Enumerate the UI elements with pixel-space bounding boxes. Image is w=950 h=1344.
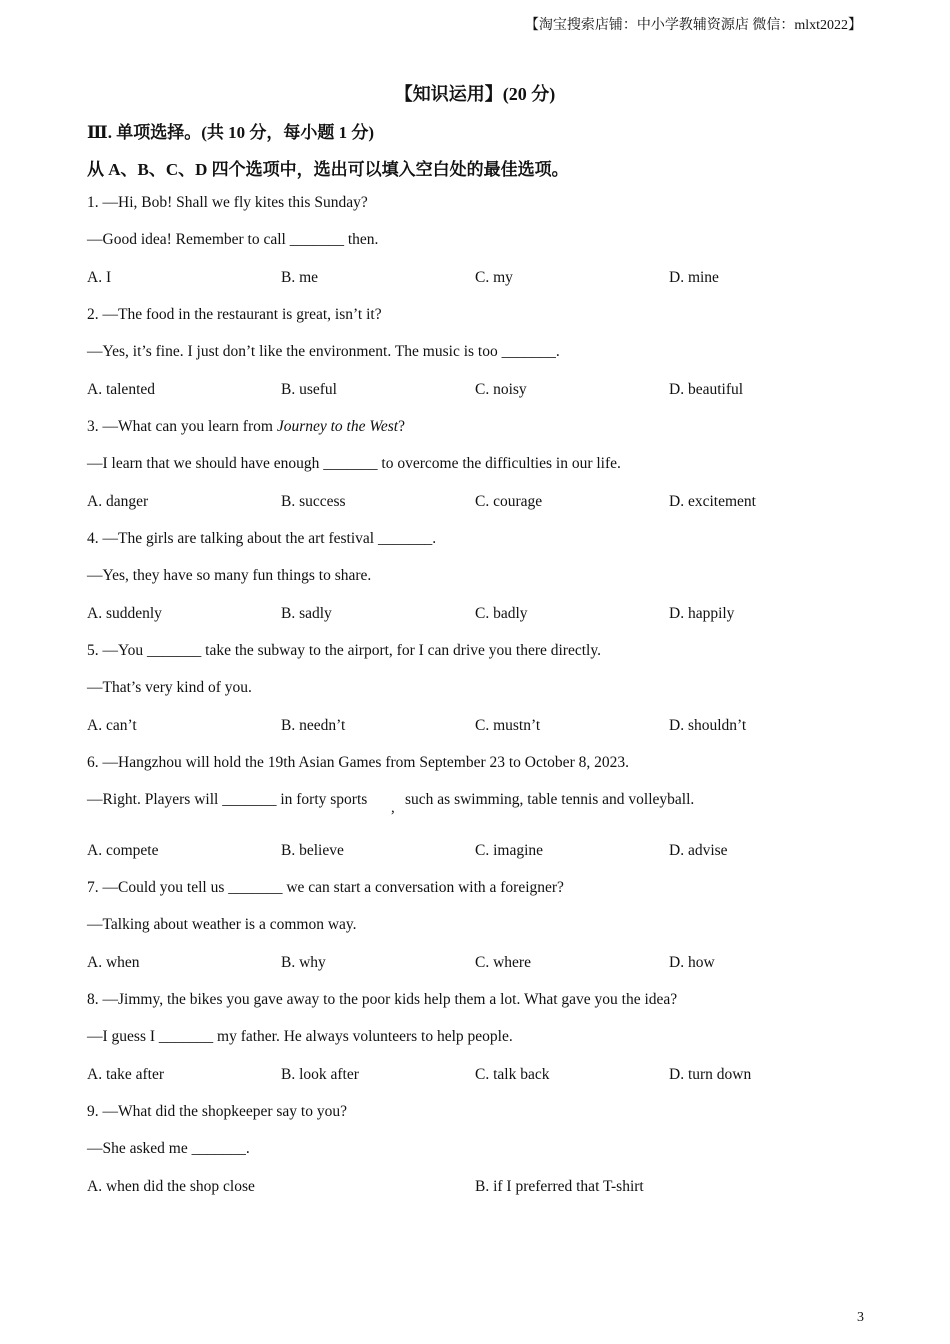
answer-1: —Good idea! Remember to call _______ then. <box>87 231 379 248</box>
stray-comma: , <box>391 800 395 816</box>
answer-7: —Talking about weather is a common way. <box>87 916 357 933</box>
question-2: 2. —The food in the restaurant is great, isn’t it? <box>87 306 382 323</box>
page-number: 3 <box>857 1310 864 1325</box>
option-3d: D. excitement <box>669 493 756 510</box>
option-8c: C. talk back <box>475 1066 550 1083</box>
option-4d: D. happily <box>669 605 735 622</box>
part-title: 【知识运用】(20 分) <box>394 84 556 104</box>
option-3a: A. danger <box>87 493 149 510</box>
page-header: 【淘宝搜索店铺：中小学教辅资源店 微信：mlxt2022】 <box>524 18 862 33</box>
option-3b: B. success <box>281 493 346 510</box>
option-7d: D. how <box>669 954 715 971</box>
option-4c: C. badly <box>475 605 528 622</box>
option-6a: A. compete <box>87 842 159 859</box>
option-9a: A. when did the shop close <box>87 1178 255 1195</box>
option-4a: A. suddenly <box>87 605 162 622</box>
answer-4: —Yes, they have so many fun things to share. <box>87 567 372 584</box>
option-8a: A. take after <box>87 1066 165 1083</box>
option-3c: C. courage <box>475 493 543 510</box>
answer-6-start: —Right. Players will _______ in forty sports <box>87 791 368 808</box>
question-4: 4. —The girls are talking about the art festival _______. <box>87 530 437 547</box>
question-3-text: 3. —What can you learn from <box>87 418 277 435</box>
answer-9: —She asked me _______. <box>87 1140 250 1157</box>
option-5d: D. shouldn’t <box>669 717 747 734</box>
option-8d: D. turn down <box>669 1066 752 1083</box>
answer-5: —That’s very kind of you. <box>87 679 252 696</box>
question-8: 8. —Jimmy, the bikes you gave away to the poor kids help them a lot. What gave you the idea? <box>87 991 678 1008</box>
option-6c: C. imagine <box>475 842 544 859</box>
option-2b: B. useful <box>281 381 337 398</box>
option-7a: A. when <box>87 954 140 971</box>
option-7b: B. why <box>281 954 326 971</box>
answer-8: —I guess I _______ my father. He always volunteers to help people. <box>87 1028 513 1045</box>
answer-6-end: such as swimming, table tennis and volleyball. <box>405 791 695 808</box>
option-1a: A. I <box>87 269 112 286</box>
option-6b: B. believe <box>281 842 344 859</box>
option-1b: B. me <box>281 269 319 286</box>
section-heading: Ⅲ. 单项选择。(共 10 分，每小题 1 分) <box>87 123 375 142</box>
answer-3: —I learn that we should have enough _______ to overcome the difficulties in our life. <box>87 455 621 472</box>
option-6d: D. advise <box>669 842 728 859</box>
option-9b: B. if I preferred that T-shirt <box>475 1178 644 1195</box>
question-5: 5. —You _______ take the subway to the airport, for I can drive you there directly. <box>87 642 601 659</box>
question-6: 6. —Hangzhou will hold the 19th Asian Games from September 23 to October 8, 2023. <box>87 754 629 771</box>
option-7c: C. where <box>475 954 531 971</box>
option-1c: C. my <box>475 269 513 286</box>
option-2d: D. beautiful <box>669 381 744 398</box>
question-7: 7. —Could you tell us _______ we can start a conversation with a foreigner? <box>87 879 564 896</box>
question-3 <box>87 418 405 436</box>
option-4b: B. sadly <box>281 605 332 622</box>
option-5c: C. mustn’t <box>475 717 541 734</box>
option-2a: A. talented <box>87 381 156 398</box>
option-2c: C. noisy <box>475 381 527 398</box>
instruction: 从 A、B、C、D 四个选项中，选出可以填入空白处的最佳选项。 <box>87 160 569 179</box>
option-5a: A. can’t <box>87 717 137 734</box>
question-1: 1. —Hi, Bob! Shall we fly kites this Sunday? <box>87 194 368 211</box>
book-title: Journey to the West <box>276 418 399 435</box>
option-5b: B. needn’t <box>281 717 346 734</box>
question-9: 9. —What did the shopkeeper say to you? <box>87 1103 347 1120</box>
question-mark: ? <box>398 418 405 435</box>
option-1d: D. mine <box>669 269 719 286</box>
option-8b: B. look after <box>281 1066 359 1083</box>
answer-2: —Yes, it’s fine. I just don’t like the environment. The music is too _______. <box>87 343 560 360</box>
